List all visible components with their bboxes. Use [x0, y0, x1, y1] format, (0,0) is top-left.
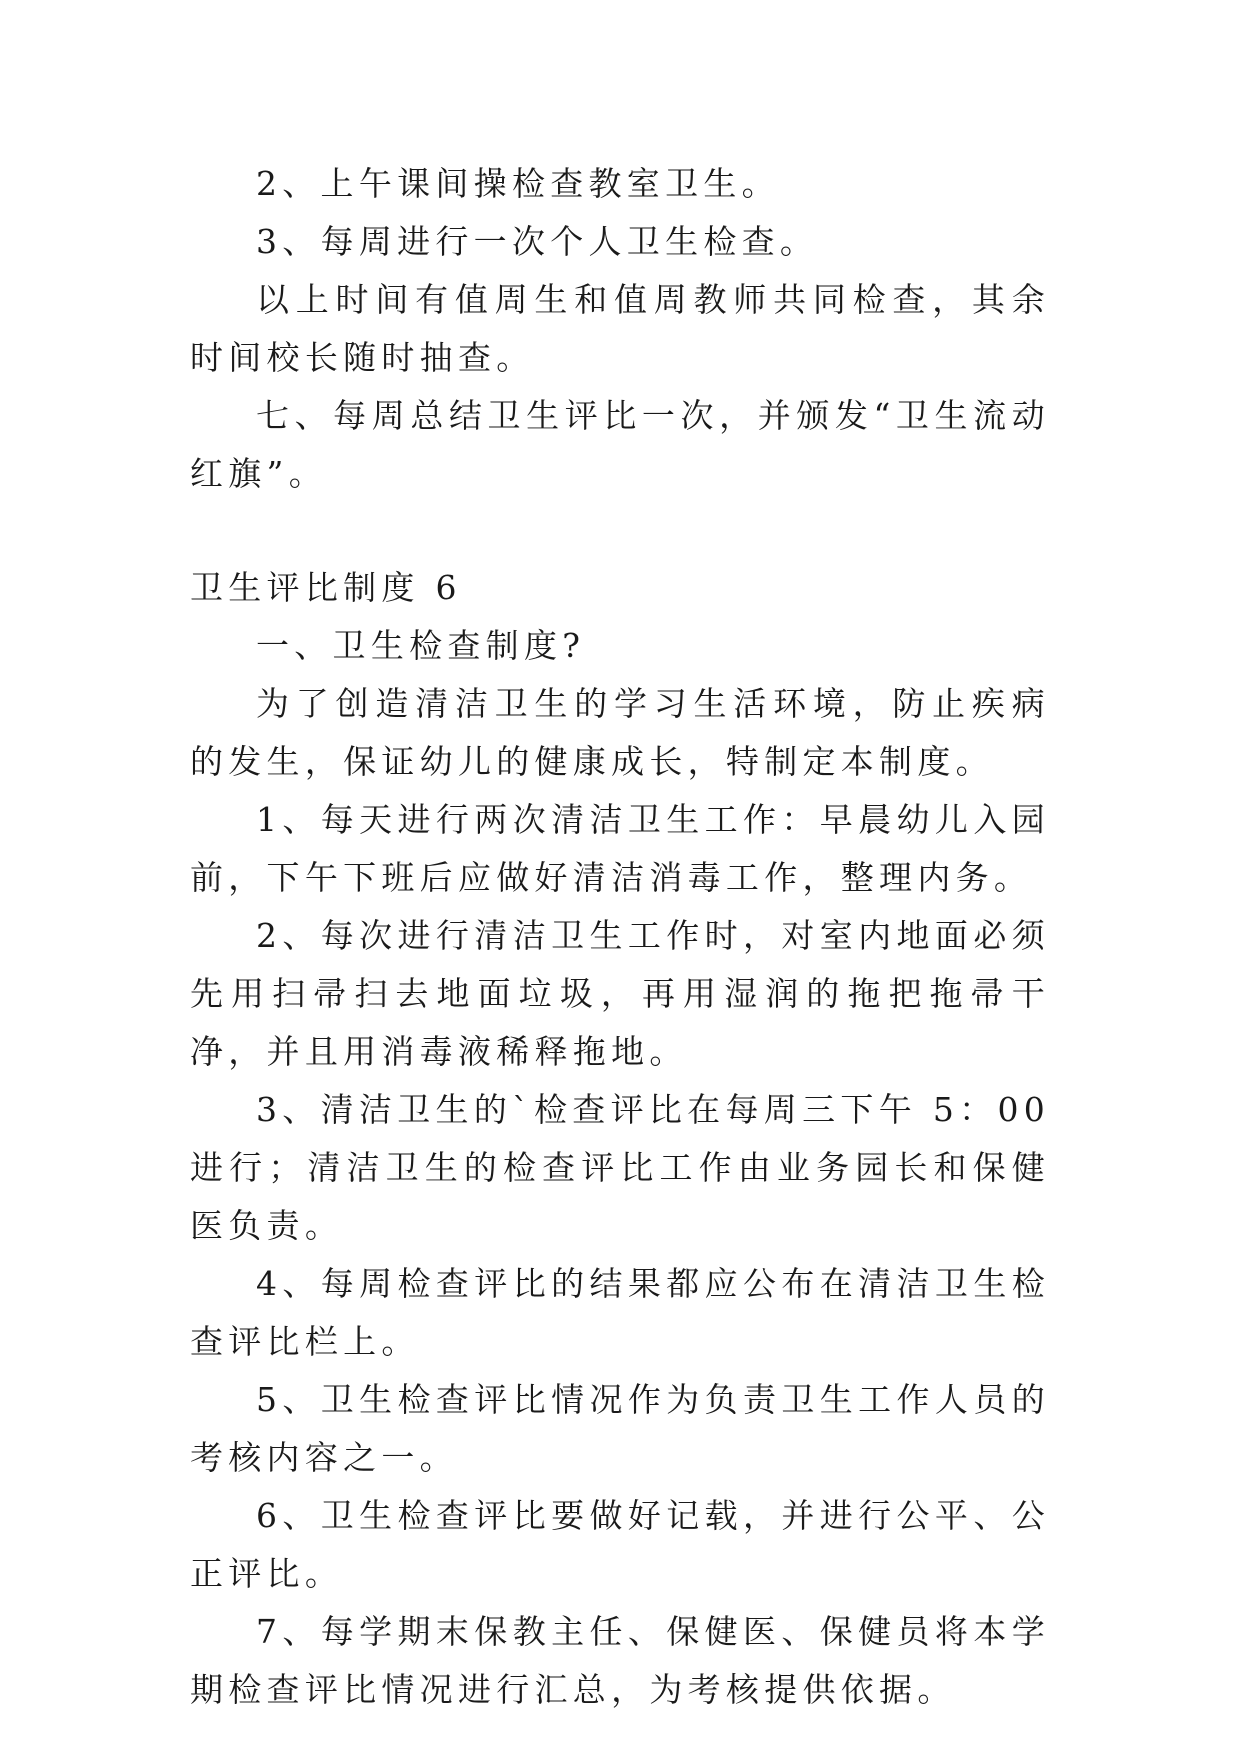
- paragraph-item-3: 3、清洁卫生的`检查评比在每周三下午 5：00 进行；清洁卫生的检查评比工作由业务园长和保健医负责。: [190, 1090, 1050, 1245]
- paragraph-classroom-check: 2、上午课间操检查教室卫生。: [256, 164, 780, 203]
- document-body: [190, 155, 1050, 1719]
- paragraph-inspection-schedule: 以上时间有值周生和值周教师共同检查，其余时间校长随时抽查。: [190, 280, 1050, 377]
- paragraph-item-7: 7、每学期末保教主任、保健医、保健员将本学期检查评比情况进行汇总，为考核提供依据。: [190, 1612, 1050, 1709]
- paragraph-item-1: 1、每天进行两次清洁卫生工作：早晨幼儿入园前，下午下班后应做好清洁消毒工作，整理内务。: [190, 800, 1050, 897]
- paragraph-personal-check: 3、每周进行一次个人卫生检查。: [256, 222, 819, 261]
- paragraph-item-4: 4、每周检查评比的结果都应公布在清洁卫生检查评比栏上。: [190, 1264, 1050, 1361]
- paragraph-hygiene-system-title: 一、卫生检查制度?: [256, 626, 586, 665]
- paragraph-item-6: 6、卫生检查评比要做好记载，并进行公平、公正评比。: [190, 1496, 1050, 1593]
- section-title: 卫生评比制度 6: [190, 568, 462, 607]
- paragraph-weekly-summary: 七、每周总结卫生评比一次，并颁发“卫生流动红旗”。: [190, 396, 1050, 493]
- paragraph-item-2: 2、每次进行清洁卫生工作时，对室内地面必须先用扫帚扫去地面垃圾，再用湿润的拖把拖帚干净，并且用消毒液稀释拖地。: [190, 916, 1050, 1071]
- paragraph-item-5: 5、卫生检查评比情况作为负责卫生工作人员的考核内容之一。: [190, 1380, 1050, 1477]
- paragraph-purpose: 为了创造清洁卫生的学习生活环境，防止疾病的发生，保证幼儿的健康成长，特制定本制度。: [190, 684, 1050, 781]
